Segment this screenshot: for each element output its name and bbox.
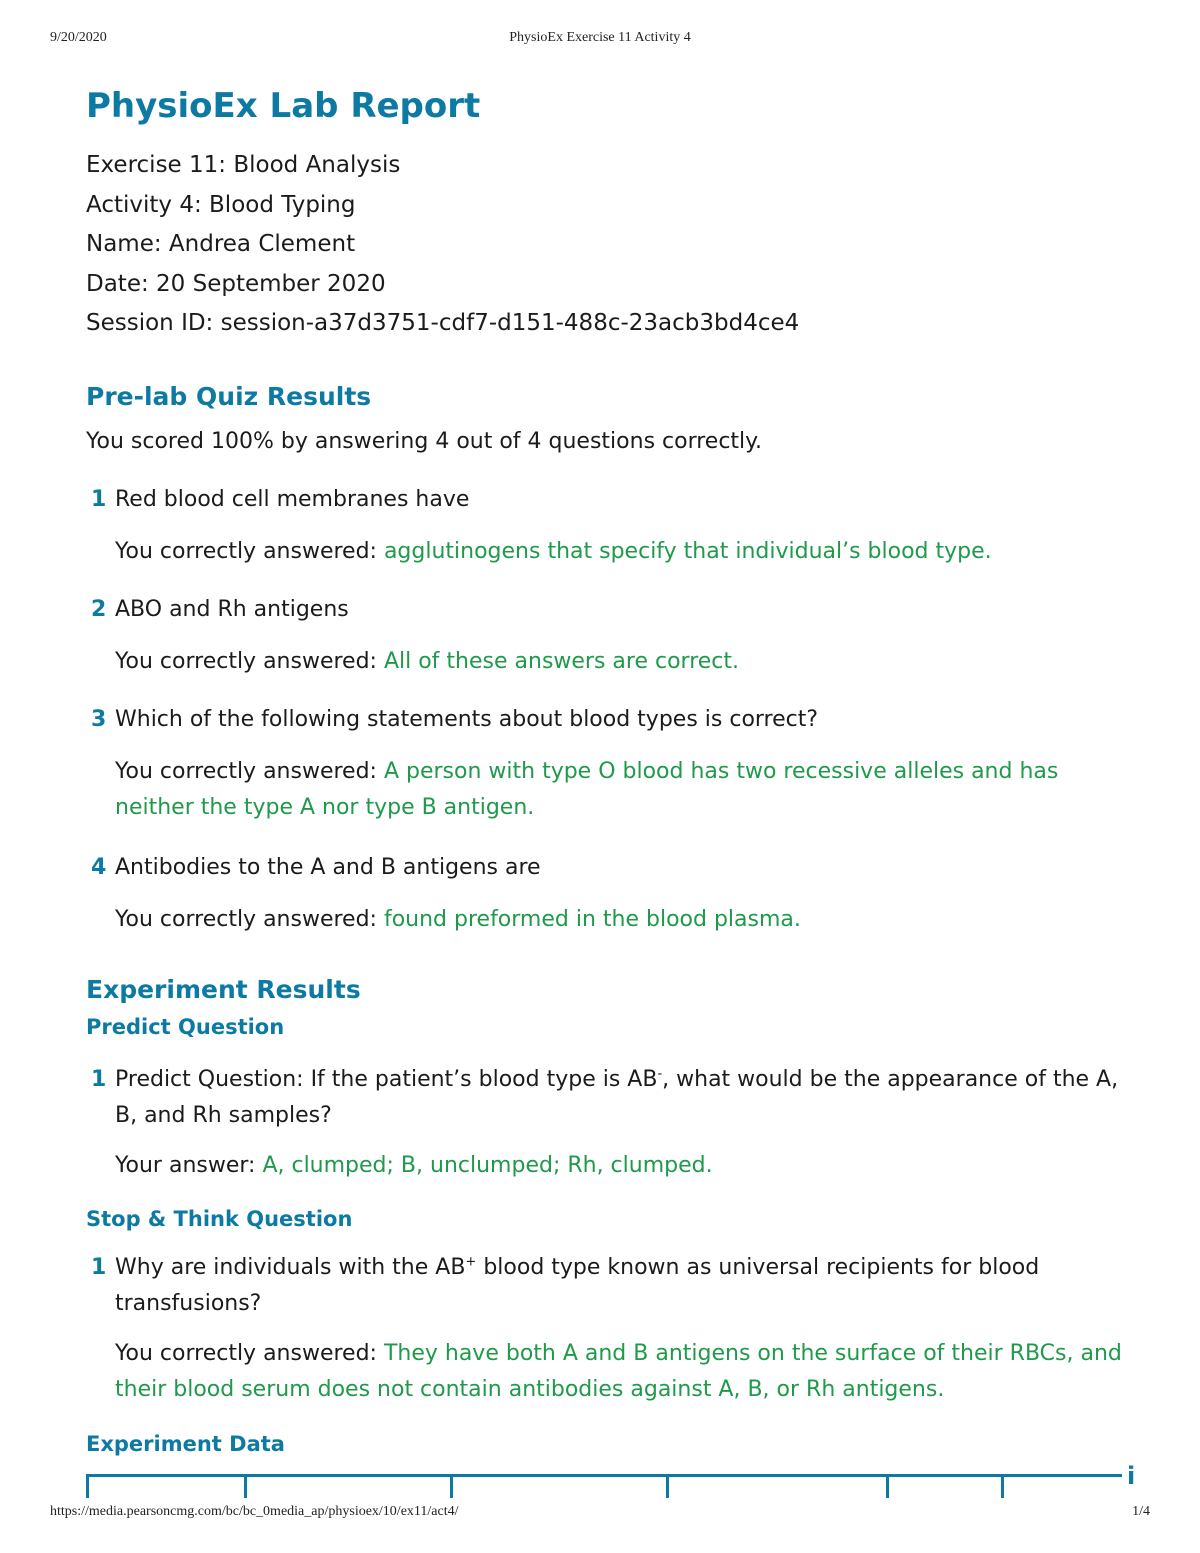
question-number: 1 <box>91 1067 107 1092</box>
prelab-score: You scored 100% by answering 4 out of 4 questions correctly. <box>86 429 763 454</box>
stop-think-heading: Stop & Think Question <box>86 1207 353 1231</box>
print-title: PhysioEx Exercise 11 Activity 4 <box>509 30 691 45</box>
answer-text: They have both A and B antigens on the surface of their RBCs, and their blood serum does not contain antibodies against A, B, or Rh antigens. <box>115 1341 1122 1402</box>
timeline-tick <box>244 1474 247 1498</box>
prelab-heading: Pre-lab Quiz Results <box>86 382 372 411</box>
answer-text: A person with type O blood has two recessive alleles and has neither the type A nor type B antigen. <box>115 759 1059 820</box>
answer-text: found preformed in the blood plasma. <box>383 907 801 932</box>
prelab-question-1 <box>86 482 1146 570</box>
question-number: 3 <box>91 707 107 732</box>
answer-line <box>86 1148 1146 1184</box>
question-text-end: blood type known as universal recipients for blood transfusions? <box>115 1255 1040 1316</box>
question-text: Antibodies to the A and B antigens are <box>115 855 541 880</box>
answer-prefix: You correctly answered: <box>115 649 384 674</box>
answer-text: agglutinogens that specify that individual’s blood type. <box>383 539 992 564</box>
print-footer <box>50 1504 1150 1526</box>
timeline-tick <box>450 1474 453 1498</box>
report-title: PhysioEx Lab Report <box>86 86 481 126</box>
answer-prefix: You correctly answered: <box>115 759 384 784</box>
prelab-question-2 <box>86 592 1146 680</box>
answer-line <box>86 534 1146 570</box>
answer-prefix: You correctly answered: <box>115 1341 384 1366</box>
answer-text: All of these answers are correct. <box>383 649 740 674</box>
question-text: ABO and Rh antigens <box>115 597 349 622</box>
timeline-tick <box>886 1474 889 1498</box>
exercise-line: Exercise 11: Blood Analysis <box>86 152 401 178</box>
print-date: 9/20/2020 <box>50 30 107 45</box>
question-number: 2 <box>91 597 107 622</box>
name-line: Name: Andrea Clement <box>86 231 356 257</box>
predict-heading: Predict Question <box>86 1015 285 1039</box>
activity-line: Activity 4: Blood Typing <box>86 191 356 218</box>
question-number: 1 <box>91 1255 107 1280</box>
date-line: Date: 20 September 2020 <box>86 270 386 297</box>
timeline-tick <box>666 1474 669 1498</box>
question-superscript: + <box>465 1254 477 1270</box>
question-number: 1 <box>91 487 107 512</box>
experiment-section <box>86 975 1146 1039</box>
print-url: https://media.pearsoncmg.com/bc/bc_0media_ap/physioex/10/ex11/act4/ <box>50 1504 459 1519</box>
answer-prefix: You correctly answered: <box>115 539 384 564</box>
answer-line <box>86 902 1146 938</box>
answer-prefix: You correctly answered: <box>115 907 384 932</box>
experiment-heading: Experiment Results <box>86 975 361 1004</box>
question-text: Red blood cell membranes have <box>115 487 470 512</box>
question-text: Which of the following statements about blood types is correct? <box>115 707 819 732</box>
stop-think-section <box>86 1207 1146 1231</box>
answer-line <box>86 1336 1135 1408</box>
report-meta <box>86 146 1146 344</box>
data-timeline <box>86 1474 1122 1504</box>
prelab-question-3 <box>86 702 1146 826</box>
prelab-question-4 <box>86 850 1146 938</box>
session-line: Session ID: session-a37d3751-cdf7-d151-488c-23acb3bd4ce4 <box>86 310 800 336</box>
prelab-section <box>86 382 1146 460</box>
question-number: 4 <box>91 855 107 880</box>
lab-report <box>86 84 1146 344</box>
experiment-data-heading: Experiment Data <box>86 1432 285 1456</box>
timeline-tick <box>86 1474 89 1498</box>
question-text-end: , what would be the appearance of the A, B, and Rh samples? <box>115 1067 1119 1128</box>
answer-line <box>86 644 1146 680</box>
question-text-start: Why are individuals with the AB <box>115 1255 466 1280</box>
question-superscript: - <box>657 1066 663 1082</box>
timeline-line <box>86 1474 1122 1477</box>
answer-text: A, clumped; B, unclumped; Rh, clumped. <box>262 1153 713 1178</box>
predict-question <box>86 1062 1146 1184</box>
timeline-tick <box>1001 1474 1004 1498</box>
question-text-start: Predict Question: If the patient’s blood type is AB <box>115 1067 658 1092</box>
answer-line <box>86 754 1075 826</box>
stop-think-question <box>86 1250 1146 1408</box>
experiment-data-section <box>86 1432 1146 1456</box>
info-icon[interactable]: i <box>1127 1462 1136 1490</box>
answer-prefix: Your answer: <box>115 1153 263 1178</box>
print-header <box>50 30 1150 52</box>
page-number: 1/4 <box>1132 1504 1150 1519</box>
